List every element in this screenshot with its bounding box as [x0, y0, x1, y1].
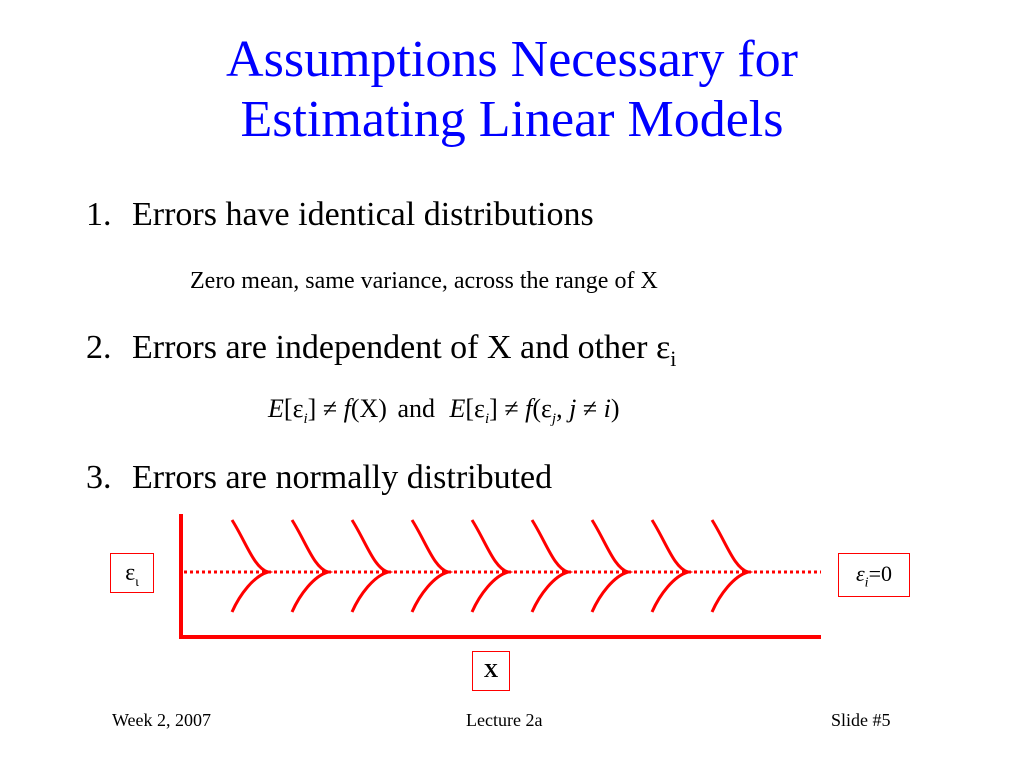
x-axis-label-text: X [483, 660, 499, 682]
assumption-1-number: 1. [86, 196, 112, 233]
title-line-1: Assumptions Necessary for [226, 31, 798, 88]
zero-mean-label [838, 553, 910, 597]
assumption-2 [86, 328, 676, 379]
normal-curve-9 [712, 520, 748, 612]
eq-e1: E [268, 394, 284, 423]
normal-curve-8 [652, 520, 688, 612]
assumption-1-text: Errors have identical distributions [132, 196, 594, 233]
epsilon-subscript: ι [135, 574, 139, 590]
eq-eps1: ε [292, 394, 304, 423]
assumption-1 [86, 195, 594, 235]
assumption-2-number: 2. [86, 329, 112, 366]
eq-eps2: ε [474, 394, 485, 423]
title-line-2: Estimating Linear Models [240, 91, 784, 148]
assumption-3 [86, 458, 552, 498]
normal-curve-5 [472, 520, 508, 612]
assumption-2-epsilon: ε [655, 329, 671, 366]
footer-lecture: Lecture 2a [466, 710, 543, 730]
eq-sub2: i [484, 411, 490, 428]
eq-e2: E [449, 394, 466, 423]
eq-comma: , [556, 394, 570, 423]
normal-curve-2 [292, 520, 328, 612]
eq-j: j [569, 394, 577, 423]
slide-title [0, 30, 1024, 150]
independence-equation [268, 392, 620, 436]
normal-curve-1 [232, 520, 268, 612]
eq-f2: f [525, 394, 533, 423]
eq-rb1: ] [307, 394, 317, 423]
normal-curve-7 [592, 520, 628, 612]
eq-arg1: (X) [350, 394, 387, 423]
eq-sub3: j [551, 411, 557, 428]
eq-lb1: [ [283, 394, 293, 423]
normal-curve-3 [352, 520, 388, 612]
eq-f1: f [343, 394, 351, 423]
assumption-2-subscript: i [670, 345, 677, 371]
eq-and: and [397, 394, 435, 423]
zero-label-subscript: i [864, 575, 869, 591]
eq-close2: ) [610, 394, 620, 423]
eq-i: i [603, 394, 611, 423]
footer-date: Week 2, 2007 [112, 710, 212, 730]
zero-label-epsilon: ε [856, 561, 865, 586]
eq-rb2: ] [489, 394, 498, 423]
epsilon-symbol: ε [125, 560, 136, 586]
eq-eps3: ε [541, 394, 552, 423]
eq-open2: ( [532, 394, 541, 423]
assumption-2-text: Errors are independent of X and other [132, 329, 656, 366]
assumption-1-detail: Zero mean, same variance, across the range of X [190, 268, 658, 294]
x-axis-label [472, 651, 510, 691]
eq-neq2: ≠ [504, 394, 519, 423]
eq-neq1: ≠ [322, 394, 338, 423]
assumption-3-text: Errors are normally distributed [132, 459, 553, 496]
epsilon-axis-label [110, 553, 154, 593]
assumption-3-number: 3. [86, 459, 112, 496]
normal-curve-6 [532, 520, 568, 612]
eq-neq3: ≠ [582, 394, 598, 423]
zero-label-value: =0 [868, 561, 892, 586]
normal-curve-4 [412, 520, 448, 612]
eq-sub1: i [303, 411, 308, 428]
eq-lb2: [ [465, 394, 475, 423]
footer-slide-number: Slide #5 [831, 710, 891, 730]
